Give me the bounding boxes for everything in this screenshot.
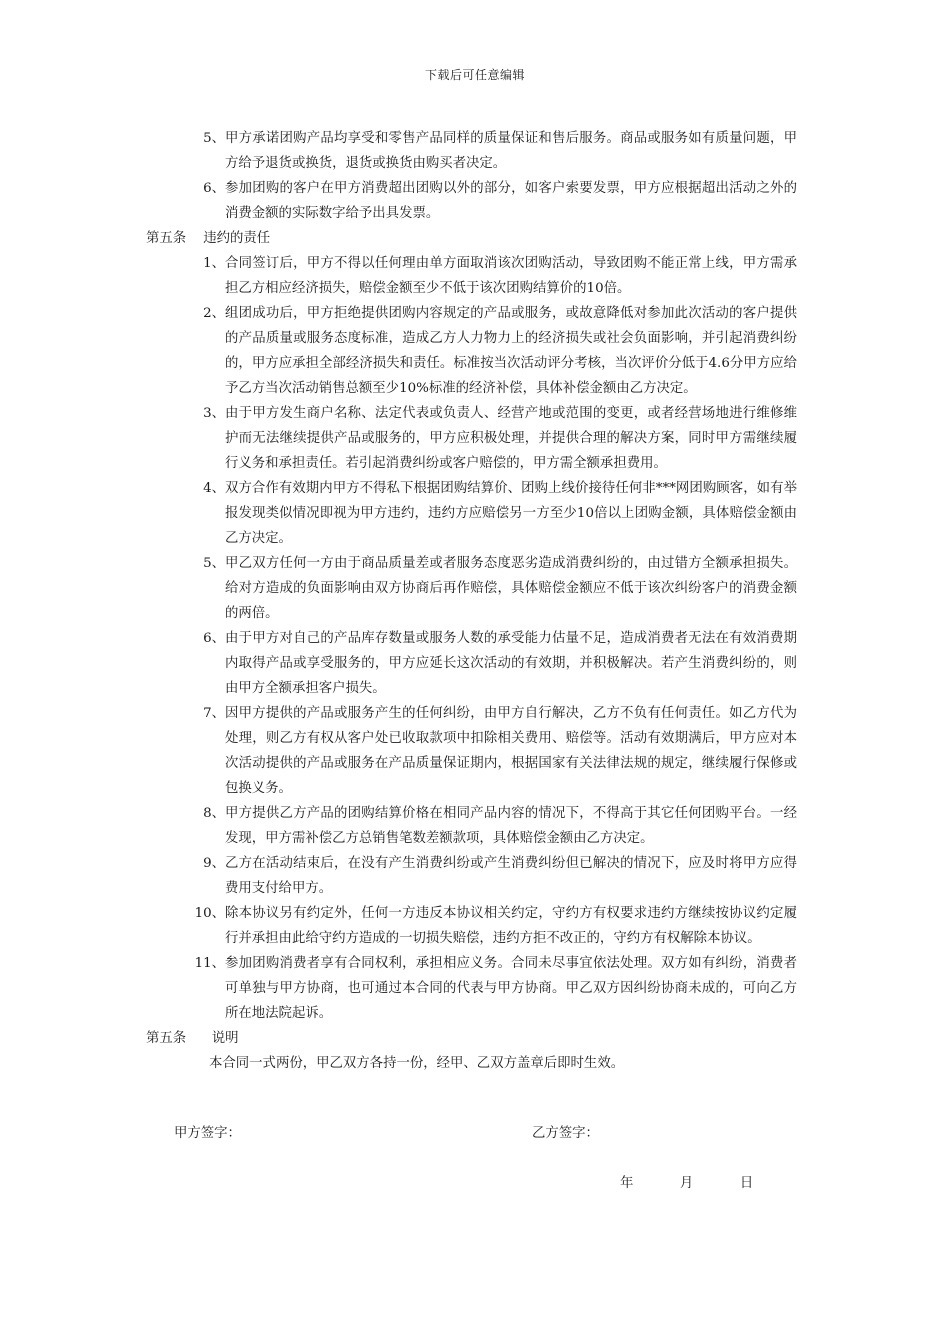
clause-text: 合同签订后，甲方不得以任何理由单方面取消该次团购活动，导致团购不能正常上线，甲方需承担乙方相应经济损失，赔偿金额至少不低于该次团购结算价的10倍。 [225,256,797,296]
clause-number: 4、 [203,481,225,496]
clause-text: 因甲方提供的产品或服务产生的任何纠纷，由甲方自行解决，乙方不负有任何责任。如乙方代为处理，则乙方有权从客户处已收取款项中扣除相关费用、赔偿等。活动有效期满后，甲方应对本次活动提供的产品或服务在产品质量保证期内，根据国家有关法律法规的规定，继续履行保修或包换义务。 [225,706,797,796]
section-heading-breach: 第五条 违约的责任 [146,231,271,246]
clause-number: 2、 [203,306,225,321]
clause-text: 甲乙双方任何一方由于商品质量差或者服务态度恶劣造成消费纠纷的，由过错方全额承担损失。给对方造成的负面影响由双方协商后再作赔偿，具体赔偿金额应不低于该次纠纷客户的消费金额的两倍。 [225,556,797,621]
clause-item [203,551,797,626]
clause-text: 乙方在活动结束后，在没有产生消费纠纷或产生消费纠纷但已解决的情况下，应及时将甲方应得费用支付给甲方。 [225,856,797,896]
clause-item [203,126,797,176]
clause-item [203,851,797,901]
clause-number: 3、 [203,406,225,421]
clause-number: 7、 [203,706,225,721]
clause-item [203,626,797,701]
clause-item [194,901,797,951]
clause-item [203,801,797,851]
clause-text: 由于甲方发生商户名称、法定代表或负责人、经营产地或范围的变更，或者经营场地进行维修维护而无法继续提供产品或服务的，甲方应积极处理，并提供合理的解决方案，同时甲方需继续履行义务和承担责任。若引起消费纠纷或客户赔偿的，甲方需全额承担费用。 [225,406,797,471]
clause-text: 由于甲方对自己的产品库存数量或服务人数的承受能力估量不足，造成消费者无法在有效消费期内取得产品或享受服务的，甲方应延长这次活动的有效期，并积极解决。若产生消费纠纷的，则由甲方全额承担客户损失。 [225,631,797,696]
clause-item [203,401,797,476]
section-heading-note: 第五条 说明 [146,1031,239,1046]
clause-number: 6、 [203,181,225,196]
clause-item [203,301,797,401]
clause-item [203,476,797,551]
clause-text: 组团成功后，甲方拒绝提供团购内容规定的产品或服务，或故意降低对参加此次活动的客户提供的产品质量或服务态度标准，造成乙方人力物力上的经济损失或社会负面影响，并引起消费纠纷的，甲方应承担全部经济损失和责任。标准按当次活动评分考核，当次评价分低于4.6分甲方应给予乙方当次活动销售总额至少10%标准的经济补偿，具体补偿金额由乙方决定。 [225,306,797,396]
date-month-label: 月 [679,1176,694,1191]
date-year-label: 年 [620,1176,634,1191]
clause-number: 8、 [203,806,225,821]
clause-text: 除本协议另有约定外，任何一方违反本协议相关约定，守约方有权要求违约方继续按协议约定履行并承担由此给守约方造成的一切损失赔偿，违约方拒不改正的，守约方有权解除本协议。 [225,906,797,946]
clause-text: 双方合作有效期内甲方不得私下根据团购结算价、团购上线价接待任何非***网团购顾客，如有举报发现类似情况即视为甲方违约，违约方应赔偿另一方至少10倍以上团购金额，具体赔偿金额由乙方决定。 [225,481,797,546]
page-header: 下载后可任意编辑 [424,68,525,82]
clause-number: 6、 [203,631,225,646]
note-paragraph: 本合同一式两份，甲乙双方各持一份，经甲、乙双方盖章后即时生效。 [209,1056,625,1071]
clause-number: 10、 [194,906,225,921]
party-b-signature-label: 乙方签字： [532,1126,599,1141]
clause-number: 5、 [203,131,225,146]
clause-item [203,701,797,801]
clause-number: 1、 [203,256,225,271]
clause-number: 11、 [194,956,225,971]
clause-text: 甲方承诺团购产品均享受和零售产品同样的质量保证和售后服务。商品或服务如有质量问题，甲方给予退货或换货，退货或换货由购买者决定。 [225,131,797,171]
clause-text: 甲方提供乙方产品的团购结算价格在相同产品内容的情况下，不得高于其它任何团购平台。一经发现，甲方需补偿乙方总销售笔数差额款项，具体赔偿金额由乙方决定。 [225,806,797,846]
date-day-label: 日 [739,1176,754,1191]
clause-text: 参加团购消费者享有合同权利，承担相应义务。合同未尽事宜依法处理。双方如有纠纷，消费者可单独与甲方协商，也可通过本合同的代表与甲方协商。甲乙双方因纠纷协商未成的，可向乙方所在地法院起诉。 [225,956,797,1021]
party-a-signature-label: 甲方签字： [174,1126,241,1141]
clause-item [203,251,797,301]
clause-item [194,951,797,1026]
clause-item [203,176,797,226]
clause-number: 5、 [203,556,225,571]
document-body [0,126,950,1076]
date-line [620,1172,753,1191]
clause-text: 参加团购的客户在甲方消费超出团购以外的部分，如客户索要发票，甲方应根据超出活动之外的消费金额的实际数字给予出具发票。 [225,181,797,221]
clause-number: 9、 [203,856,225,871]
